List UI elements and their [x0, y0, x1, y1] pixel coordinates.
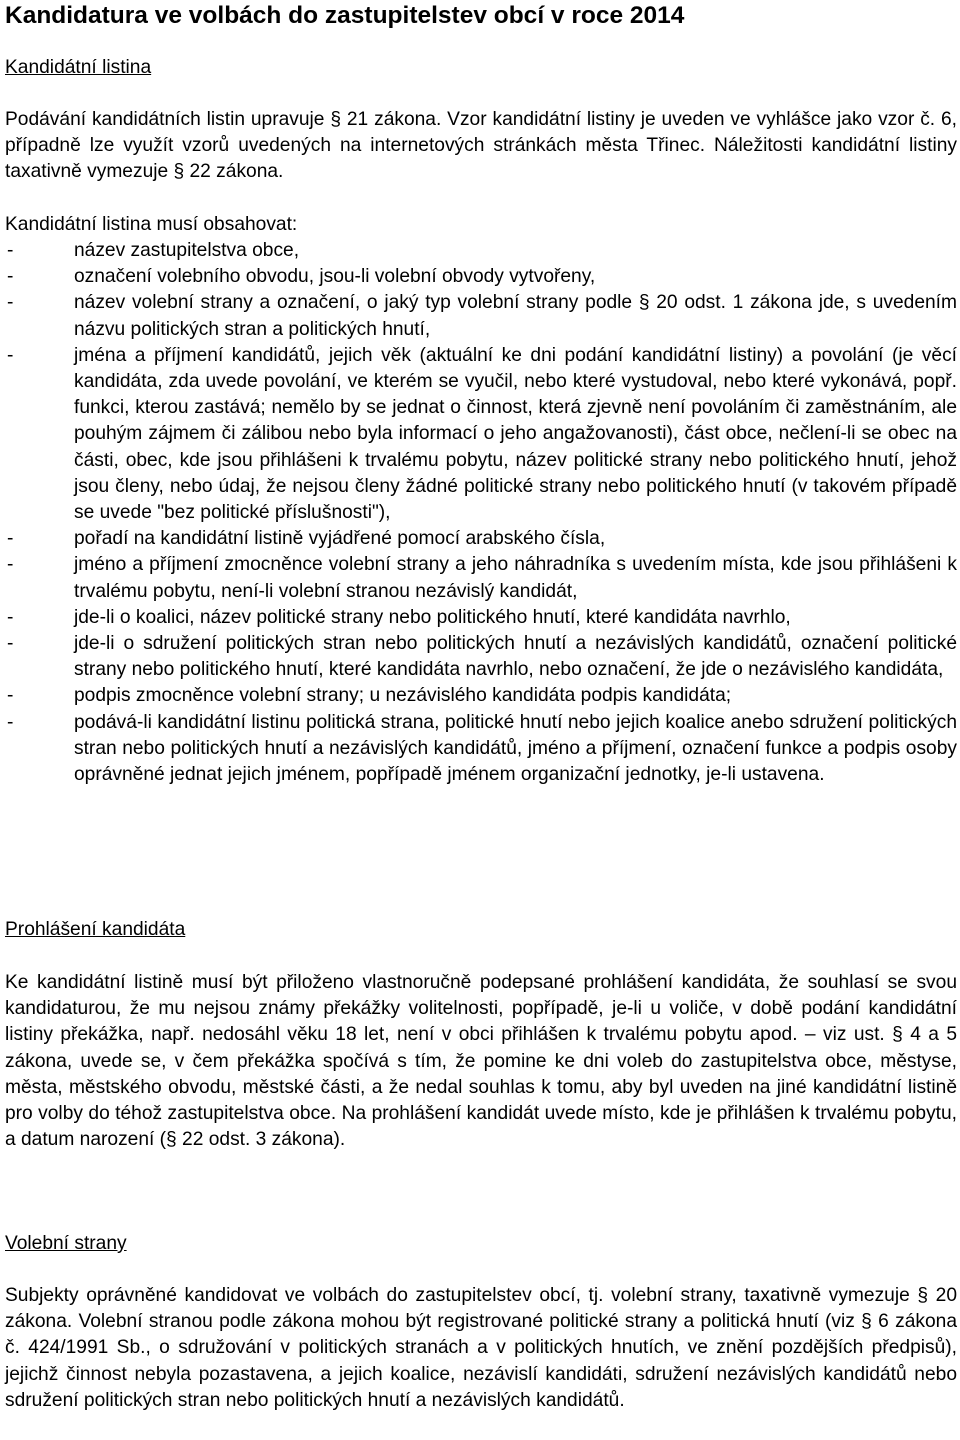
paragraph-volebni-strany: Subjekty oprávněné kandidovat ve volbách do zastupitelstev obcí, tj. volební strany, taxativně vymezuje § 20 zákona. Volební stranou podle zákona mohou být registrované politické strany a politická hnutí (viz § 6 zákona č. 424/1991 Sb., o sdružování v politických stranách a v politických hnutích, ve znění pozdějších předpisů), jejichž činnost nebyla pozastavena, a jejich koalice, nezávislí kandidáti, sdružení nezávislých kandidátů nebo sdružení politických stran nebo politických hnutí a nezávislých kandidátů.: [5, 1285, 957, 1411]
list-item-text: název zastupitelstva obce,: [74, 240, 300, 261]
paragraph-intro: Podávání kandidátních listin upravuje § 21 zákona. Vzor kandidátní listiny je uveden ve vyhlášce jako vzor č. 6, případně lze využít vzorů uvedených na internetových stránkách města Třinec. Náležitosti kandidátní listiny taxativně vymezuje § 22 zákona.: [5, 109, 957, 183]
list-dash: -: [7, 633, 14, 655]
list-dash: -: [7, 554, 14, 576]
list-item: [5, 238, 957, 264]
list-item: [5, 683, 957, 709]
list-item-text: označení volebního obvodu, jsou-li volební obvody vytvořeny,: [74, 266, 596, 288]
list-item: [5, 343, 957, 526]
list-item: [5, 290, 957, 342]
list-item-text: jde-li o sdružení politických stran nebo politických hnutí a nezávislých kandidátů, označení politické strany nebo politického hnutí, které kandidáta navrhlo, nebo označení, že jde o nezávislého kandidáta,: [74, 633, 957, 681]
list-item: [5, 264, 957, 290]
list-dash: -: [7, 711, 14, 733]
list-dash: -: [7, 266, 14, 288]
list-dash: -: [7, 240, 14, 261]
list-item-text: jméno a příjmení zmocněnce volební strany a jeho náhradníka s uvedením místa, kde jsou přihlášeni k trvalému pobytu, není-li volební stranou nezávislý kandidát,: [74, 554, 957, 602]
list-dash: -: [7, 685, 14, 707]
list-dash: -: [7, 528, 14, 550]
list-dash: -: [7, 344, 14, 366]
list-item: [5, 526, 957, 552]
list-item: [5, 605, 957, 631]
list-item: [5, 710, 957, 789]
list-item-text: podává-li kandidátní listinu politická strana, politické hnutí nebo jejich koalice anebo sdružení politických stran nebo politických hnutí a nezávislých kandidátů, jméno a příjmení, označení funkce a podpis osoby oprávněné jednat jejich jménem, popřípadě jménem organizační jednotky, je-li ustavena.: [74, 711, 957, 786]
section-heading-volebni-strany: Volební strany: [5, 1233, 127, 1254]
paragraph-prohlaseni: Ke kandidátní listině musí být přiloženo vlastnoručně podepsané prohlášení kandidáta, že souhlasí se svou kandidaturou, že mu nejsou známy překážky volitelnosti, popřípadě, je-li u voliče, v době podání kandidátní listiny překážka, např. nedosáhl věku 18 let, není v obci přihlášen k trvalému pobytu apod. – viz ust. § 4 a 5 zákona, uvede se, v čem překážka spočívá s tím, že pomine ke dni voleb do zastupitelstva obce, městyse, města, městského obvodu, městské části, a že nedal souhlas k tomu, aby byl uveden na jiné kandidátní listině pro volby do téhož zastupitelstva obce. Na prohlášení kandidát uvede místo, kde je přihlášen k trvalému pobytu, a datum narození (§ 22 odst. 3 zákona).: [5, 972, 957, 1151]
requirements-list: [5, 238, 957, 788]
list-dash: -: [7, 606, 14, 628]
list-item-text: jde-li o koalici, název politické strany nebo politického hnutí, které kandidáta navrhlo,: [74, 606, 791, 628]
list-item-text: pořadí na kandidátní listině vyjádřené pomocí arabského čísla,: [74, 528, 606, 550]
list-item-text: název volební strany a označení, o jaký typ volební strany podle § 20 odst. 1 zákona jde, s uvedením názvu politických stran a politických hnutí,: [74, 292, 957, 340]
page-title: Kandidatura ve volbách do zastupitelstev obcí v roce 2014: [5, 2, 685, 29]
list-item-text: jména a příjmení kandidátů, jejich věk (aktuální ke dni podání kandidátní listiny) a povolání (je věcí kandidáta, zda uvede povolání, ve kterém se vyučil, nebo které vystudoval, nebo které vykonává, popř. funkci, kterou zastává; nemělo by se jednat o činnost, která zjevně není povoláním či zaměstnáním, ale pouhým zájmem či zálibou nebo byla informací o jeho angažovanosti), část obce, nečlení-li se obec na části, obec, kde jsou přihlášeni k trvalému pobytu, název politické strany nebo politického hnutí, jehož jsou členy, nebo údaj, že nejsou členy žádné politické strany nebo politického hnutí (v takovém případě se uvede "bez politické příslušnosti"),: [74, 344, 957, 524]
list-item-text: podpis zmocněnce volební strany; u nezávislého kandidáta podpis kandidáta;: [74, 685, 732, 707]
section-heading-prohlaseni: Prohlášení kandidáta: [5, 919, 186, 940]
list-lead: Kandidátní listina musí obsahovat:: [5, 214, 298, 235]
list-dash: -: [7, 292, 14, 314]
section-heading-kandidatni-listina: Kandidátní listina: [5, 57, 152, 78]
list-item: [5, 552, 957, 604]
list-item: [5, 631, 957, 683]
